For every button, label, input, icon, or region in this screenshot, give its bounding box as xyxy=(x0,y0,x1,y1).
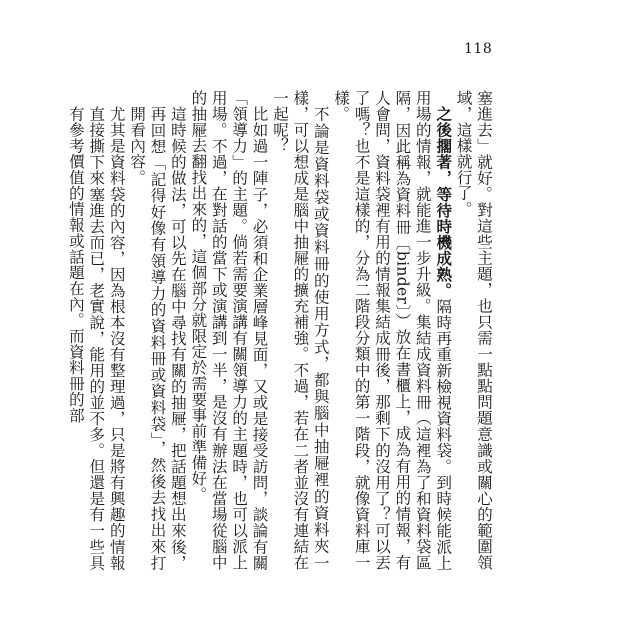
bold-lead: 之後擱著，等待時機成熟。 xyxy=(434,105,454,298)
paragraph-line: 這時候的做法，可以先在腦中尋找有關的抽屜，把話題想出來後，再回想「記得好像有領導力的資料冊或資料袋」，然後去找出來打開看內容。 xyxy=(128,105,187,570)
paragraph-text: 比如過一陣子，必須和企業層峰見面，又或是接受訪問，談論有關「領導力」的主題。倘若需要演講有關領導力的主題時，也可以派上用場。不過，在對話的當下或演講到一半，是沒有辦法在當場從腦中的抽屜去翻找出來的，這個部分就限定於需要事前準備好。 xyxy=(189,90,269,570)
paragraph-line: 尤其是資料袋的內容，因為根本沒有整理過，只是將有興趣的情報直接撕下來塞進去而已，老實說，能用的並不多。但還是有一些具有參考價值的情報或話題在內。而資料冊的部 xyxy=(66,105,126,570)
paragraph-text: 不論是資料袋或資料冊的使用方式，都與腦中抽屜裡的資料夾一樣，可以想成是腦中抽屜的擴充補強。不過，若在二者並沒有連結在一起呢？ xyxy=(270,90,330,570)
page-number: 118 xyxy=(464,41,493,57)
paragraph-2 xyxy=(331,90,453,570)
body-text xyxy=(65,90,494,570)
paragraph-text: 隔時再重新檢視資料袋。到時候能派上用場的情報，就能進一步升級。集結成資料冊（這裡為了和資料袋區隔，因此稱為資料冊〔binder〕）放在書櫃上，成為有用的情報，有人會問，資料袋裡有用的情報集結成冊後，那剩下的沒用了？可以丟了嗎？也不是這樣的，分為二階段分類中的第一階段，就像資料庫一樣。 xyxy=(332,90,453,570)
paragraph-1 xyxy=(453,90,494,570)
paragraph-4 xyxy=(188,90,270,570)
paragraph-3 xyxy=(270,90,331,570)
paragraph-text: 塞進去」就好。對這些主題，也只需一點點問題意識或關心的範圍領域，這樣就行了。 xyxy=(454,90,493,570)
paragraph-5 xyxy=(65,106,187,571)
